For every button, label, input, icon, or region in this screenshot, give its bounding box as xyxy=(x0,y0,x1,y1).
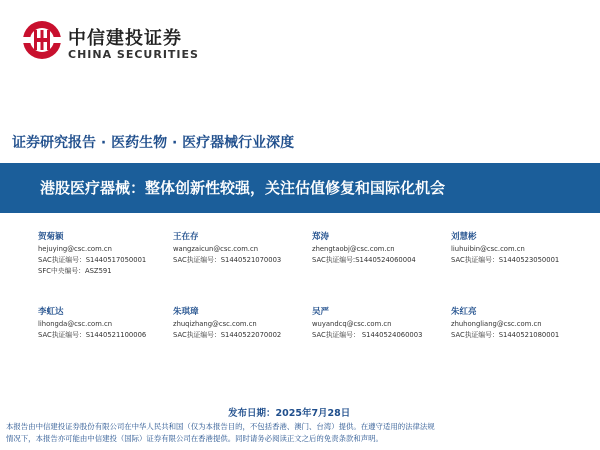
analyst-name: 贺菊颖 xyxy=(38,232,64,242)
analyst-sac-number: SAC执证编号：S1440521080001 xyxy=(451,331,560,339)
analyst-email[interactable]: zhengtaobj@csc.com.cn xyxy=(312,245,395,253)
logo-name-en: CHINA SECURITIES xyxy=(68,48,199,61)
analyst-sfc-number: SFC中央编号：ASZ591 xyxy=(38,267,112,275)
analyst-card xyxy=(451,231,596,266)
analyst-card xyxy=(173,231,318,266)
analyst-sac-number: SAC执证编号：S1440522070002 xyxy=(173,331,282,339)
analyst-name: 王在存 xyxy=(173,232,199,242)
analyst-name: 李虹达 xyxy=(38,307,64,317)
analyst-email[interactable]: wuyandcq@csc.com.cn xyxy=(312,320,392,328)
analyst-sac-number: SAC执证编号：S1440523050001 xyxy=(451,256,560,264)
analyst-sac-number: SAC执证编号：S1440521070003 xyxy=(173,256,282,264)
analyst-card xyxy=(38,231,183,277)
analyst-name: 朱红亮 xyxy=(451,307,477,317)
disclaimer-line: 情况下，本报告亦可能由中信建投（国际）证券有限公司在香港提供。同时请务必阅读正文之后的免责条款和声明。 xyxy=(6,434,383,443)
analyst-email[interactable]: wangzaicun@csc.com.cn xyxy=(173,245,259,253)
analyst-sac-number: SAC执证编号：S1440517050001 xyxy=(38,256,147,264)
report-title: 港股医疗器械：整体创新性较强，关注估值修复和国际化机会 xyxy=(40,179,446,197)
analyst-name: 朱琪璋 xyxy=(173,307,199,317)
company-logo xyxy=(22,18,222,68)
analyst-email[interactable]: hejuying@csc.com.cn xyxy=(38,245,112,253)
analyst-name: 刘慧彬 xyxy=(451,232,477,242)
disclaimer-line: 本报告由中信建投证券股份有限公司在中华人民共和国（仅为本报告目的，不包括香港、澳门、台湾）提供。在遵守适用的法律法规 xyxy=(6,422,435,431)
analyst-card xyxy=(312,306,457,341)
analyst-email[interactable]: lihongda@csc.com.cn xyxy=(38,320,113,328)
analyst-email[interactable]: liuhuibin@csc.com.cn xyxy=(451,245,525,253)
analyst-name: 郑涛 xyxy=(312,232,330,242)
title-banner xyxy=(0,163,600,213)
analyst-card xyxy=(173,306,318,341)
report-category: 证券研究报告 · 医药生物 · 医疗器械行业深度 xyxy=(12,135,295,151)
analyst-email[interactable]: zhuqizhang@csc.com.cn xyxy=(173,320,257,328)
analyst-email[interactable]: zhuhongliang@csc.com.cn xyxy=(451,320,542,328)
analyst-name: 吴严 xyxy=(312,307,330,317)
analyst-card xyxy=(451,306,596,341)
publish-date: 发布日期：2025年7月28日 xyxy=(228,408,351,419)
analyst-card xyxy=(312,231,457,266)
analyst-sac-number: SAC执证编号:S1440524060004 xyxy=(312,256,416,264)
analyst-sac-number: SAC执证编号：S1440521100006 xyxy=(38,331,147,339)
analyst-card xyxy=(38,306,183,341)
analyst-sac-number: SAC执证编号： S1440524060003 xyxy=(312,331,423,339)
logo-name-cn: 中信建投证券 xyxy=(68,28,182,49)
disclaimer xyxy=(6,421,594,445)
csc-logo-icon xyxy=(22,20,62,60)
